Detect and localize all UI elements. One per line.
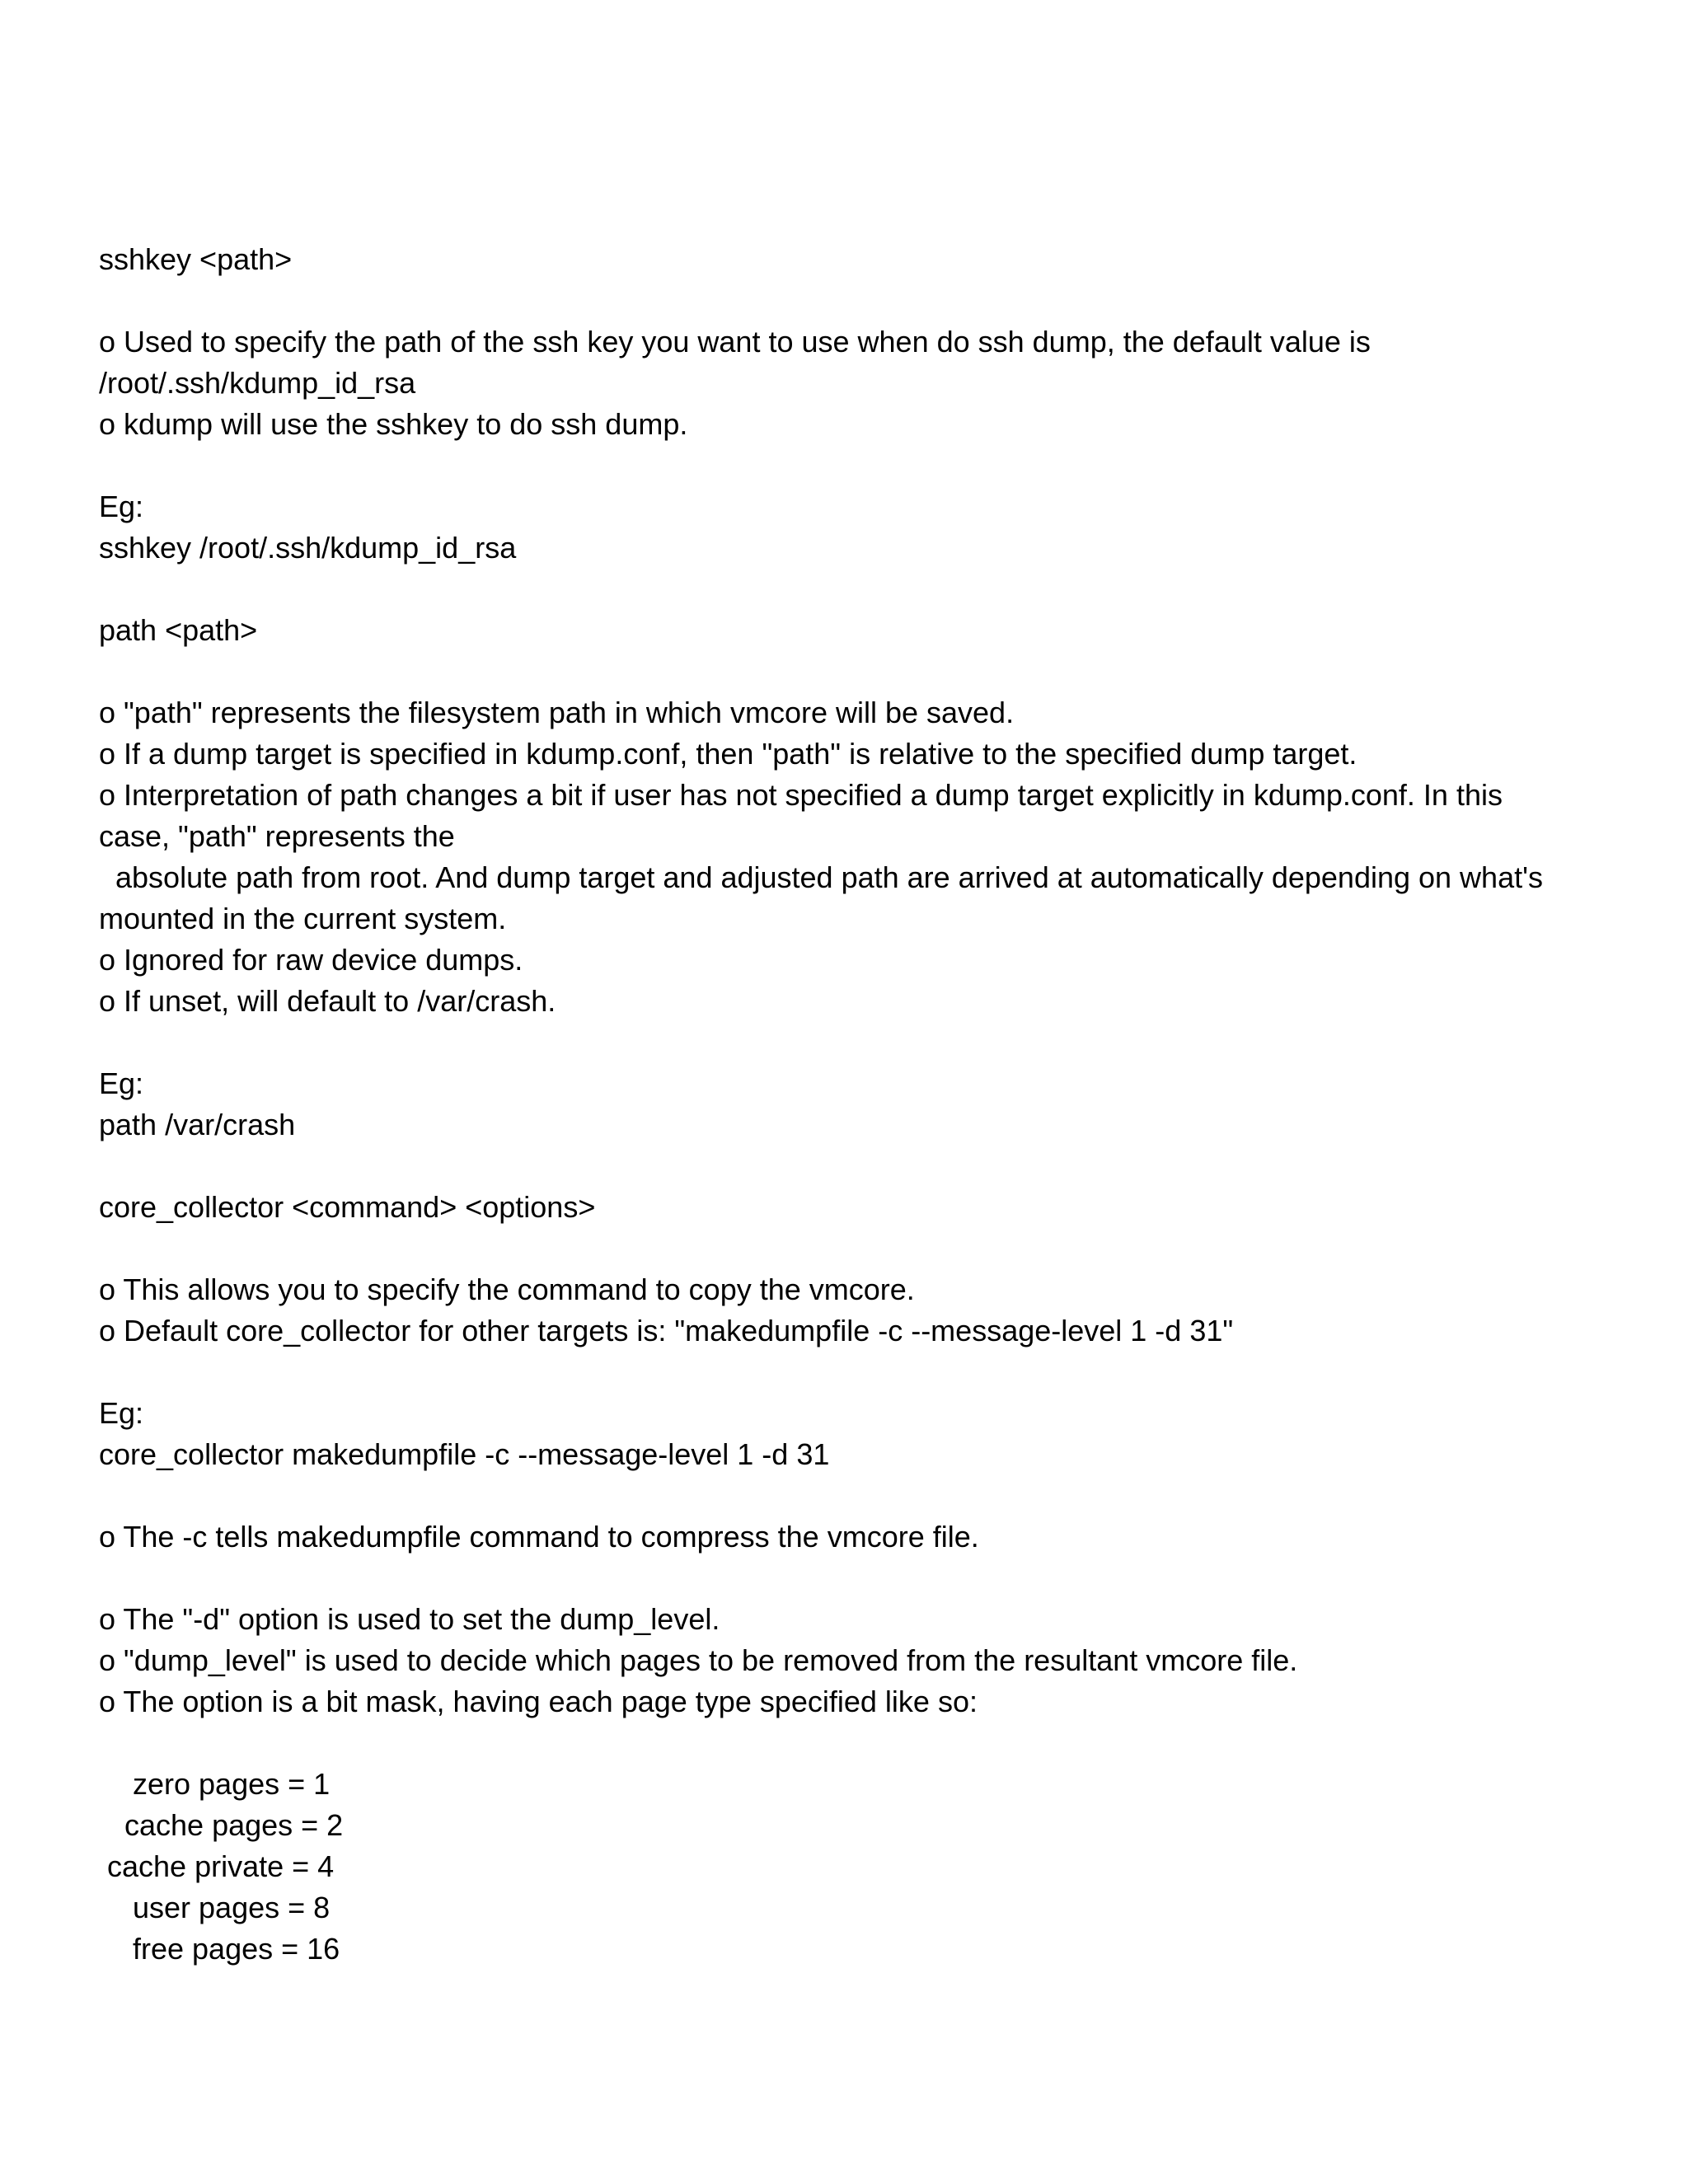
page-type-user: user pages = 8 bbox=[133, 1891, 331, 1924]
path-bullet-2: o If a dump target is specified in kdump.conf, then "path" is relative to the specified dump target. bbox=[99, 737, 1357, 771]
core-collector-bullet-1: o This allows you to specify the command to copy the vmcore. bbox=[99, 1272, 915, 1306]
sshkey-eg-label: Eg: bbox=[99, 490, 144, 523]
spacer bbox=[99, 1146, 1607, 1187]
spacer bbox=[99, 1722, 1607, 1764]
core-collector-compress-note: o The -c tells makedumpfile command to compress the vmcore file. bbox=[99, 1520, 979, 1554]
sshkey-bullet-1-continued: /root/.ssh/kdump_id_rsa bbox=[99, 366, 416, 400]
spacer bbox=[99, 1022, 1607, 1063]
path-bullet-4: o Ignored for raw device dumps. bbox=[99, 943, 523, 977]
page-type-cache: cache pages = 2 bbox=[124, 1808, 344, 1842]
dump-level-note-2: o "dump_level" is used to decide which pages to be removed from the resultant vmcore file. bbox=[99, 1643, 1298, 1677]
document-body bbox=[99, 239, 1607, 1970]
dump-level-note-3: o The option is a bit mask, having each page type specified like so: bbox=[99, 1685, 978, 1718]
sshkey-bullet-2: o kdump will use the sshkey to do ssh dump. bbox=[99, 407, 688, 441]
dump-level-note-1: o The "-d" option is used to set the dump_level. bbox=[99, 1602, 720, 1636]
path-eg-label: Eg: bbox=[99, 1066, 144, 1100]
path-example: path /var/crash bbox=[99, 1108, 296, 1141]
path-bullet-3: o Interpretation of path changes a bit if user has not specified a dump target explicitly in kdump.conf. In this bbox=[99, 778, 1503, 812]
path-bullet-3-continued: case, "path" represents the bbox=[99, 819, 455, 853]
path-bullet-1: o "path" represents the filesystem path in which vmcore will be saved. bbox=[99, 696, 1015, 729]
spacer bbox=[99, 445, 1607, 486]
spacer bbox=[99, 1352, 1607, 1393]
page-type-cache-private: cache private = 4 bbox=[107, 1849, 335, 1883]
sshkey-example: sshkey /root/.ssh/kdump_id_rsa bbox=[99, 531, 517, 565]
spacer bbox=[99, 651, 1607, 692]
spacer bbox=[99, 1475, 1607, 1516]
page-type-free: free pages = 16 bbox=[133, 1932, 340, 1966]
path-bullet-5: o If unset, will default to /var/crash. bbox=[99, 984, 556, 1018]
core-collector-heading: core_collector <command> <options> bbox=[99, 1190, 596, 1224]
spacer bbox=[99, 1228, 1607, 1269]
page-type-zero: zero pages = 1 bbox=[133, 1767, 331, 1801]
sshkey-heading: sshkey <path> bbox=[99, 242, 293, 276]
core-collector-eg-label: Eg: bbox=[99, 1396, 144, 1430]
core-collector-example: core_collector makedumpfile -c --message-level 1 -d 31 bbox=[99, 1437, 830, 1471]
path-heading: path <path> bbox=[99, 613, 258, 647]
spacer bbox=[99, 569, 1607, 610]
spacer bbox=[99, 280, 1607, 321]
core-collector-bullet-2: o Default core_collector for other targets is: "makedumpfile -c --message-level 1 -d 31" bbox=[99, 1314, 1234, 1347]
path-bullet-3-indented: absolute path from root. And dump target and adjusted path are arrived at automatically depending on what's bbox=[115, 860, 1543, 894]
sshkey-bullet-1: o Used to specify the path of the ssh key you want to use when do ssh dump, the default value is bbox=[99, 325, 1371, 359]
path-bullet-3-tail: mounted in the current system. bbox=[99, 902, 507, 935]
spacer bbox=[99, 1558, 1607, 1599]
